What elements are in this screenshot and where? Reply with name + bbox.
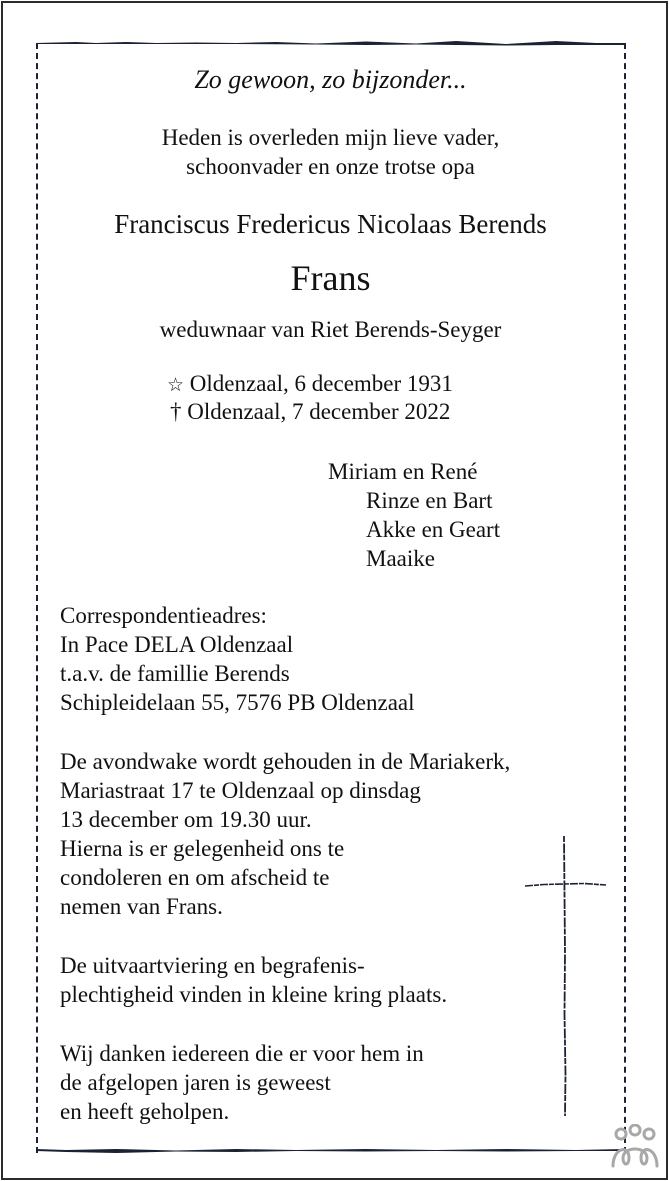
vigil-line: nemen van Frans. bbox=[60, 894, 223, 919]
funeral-line: plechtigheid vinden in kleine kring plaats. bbox=[60, 982, 448, 1007]
vigil-line: 13 december om 19.30 uur. bbox=[60, 807, 312, 832]
full-name: Franciscus Fredericus Nicolaas Berends bbox=[114, 209, 547, 239]
intro-line: schoonvader en onze trotse opa bbox=[186, 154, 475, 179]
vigil-line: condoleren en om afscheid te bbox=[60, 865, 330, 890]
dagger-icon: † bbox=[170, 399, 182, 424]
call-name: Frans bbox=[290, 258, 371, 298]
correspondence-line: t.a.v. de famillie Berends bbox=[60, 661, 290, 686]
birth-line bbox=[167, 370, 453, 399]
family-member: Akke en Geart bbox=[366, 517, 501, 542]
star-icon: ☆ bbox=[167, 374, 185, 396]
death-line bbox=[170, 398, 450, 426]
frame-bottom-edge bbox=[36, 1148, 624, 1154]
frame-top-edge bbox=[36, 40, 624, 46]
family-member: Maaike bbox=[366, 546, 435, 571]
family-member: Miriam en René bbox=[328, 459, 478, 484]
family-member: Rinze en Bart bbox=[366, 488, 493, 513]
thanks-line: Wij danken iedereen die er voor hem in bbox=[60, 1041, 424, 1066]
intro-line: Heden is overleden mijn lieve vader, bbox=[161, 125, 500, 150]
correspondence-line: Schipleidelaan 55, 7576 PB Oldenzaal bbox=[60, 690, 415, 715]
widower-line: weduwnaar van Riet Berends-Seyger bbox=[159, 317, 502, 342]
vigil-line: Hierna is er gelegenheid ons te bbox=[60, 836, 345, 861]
birth-text: Oldenzaal, 6 december 1931 bbox=[189, 371, 453, 396]
correspondence-label: Correspondentieadres: bbox=[60, 603, 267, 628]
vigil-line: Mariastraat 17 te Oldenzaal op dinsdag bbox=[60, 778, 421, 803]
funeral-line: De uitvaartviering en begrafenis- bbox=[60, 953, 365, 978]
thanks-line: en heeft geholpen. bbox=[60, 1099, 230, 1124]
vigil-line: De avondwake wordt gehouden in de Mariakerk, bbox=[60, 749, 511, 774]
people-group-logo-icon bbox=[609, 1124, 661, 1168]
death-text: Oldenzaal, 7 december 2022 bbox=[187, 399, 451, 424]
thanks-line: de afgelopen jaren is geweest bbox=[60, 1070, 331, 1095]
correspondence-line: In Pace DELA Oldenzaal bbox=[60, 632, 294, 657]
motto: Zo gewoon, zo bijzonder... bbox=[194, 65, 467, 94]
cross-icon bbox=[524, 834, 608, 1118]
